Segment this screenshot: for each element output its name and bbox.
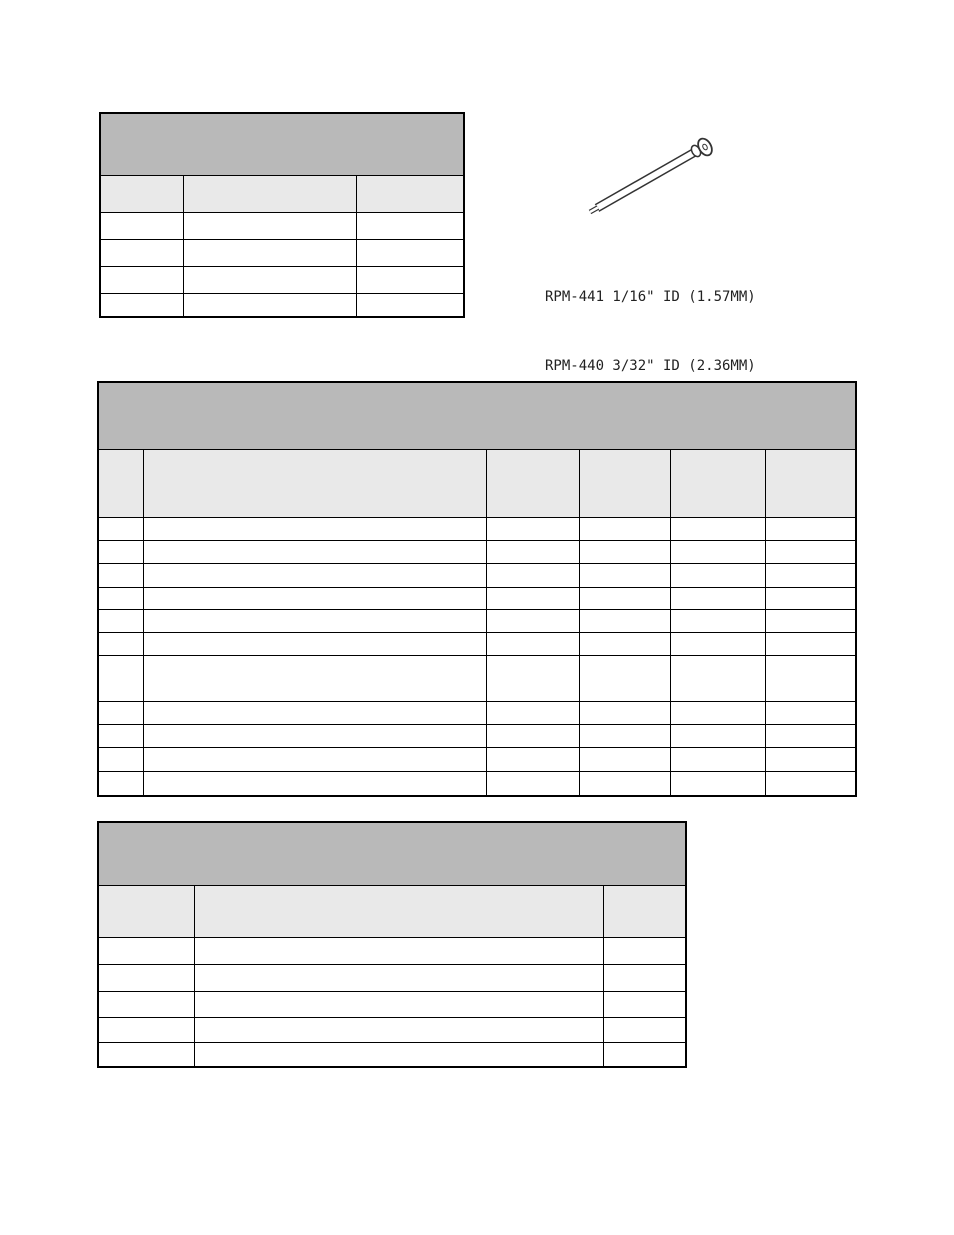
column-header (194, 885, 603, 937)
table-cell (765, 724, 856, 747)
table-cell (143, 724, 486, 747)
table-cell (356, 212, 464, 239)
table-cell (486, 724, 579, 747)
table-cell (194, 1017, 603, 1042)
table-cell (670, 517, 765, 540)
tube-pin-icon (585, 130, 725, 220)
table-cell (98, 991, 194, 1017)
table-cell (670, 609, 765, 632)
table-cell (670, 747, 765, 771)
table-cell (486, 655, 579, 701)
table-cell (579, 724, 670, 747)
table-cell (194, 937, 603, 964)
table-cell (100, 239, 183, 266)
table-cell (603, 991, 686, 1017)
table-cell (670, 701, 765, 724)
parts-table-bottom (97, 821, 687, 1068)
table-cell (579, 609, 670, 632)
table-cell (98, 724, 143, 747)
table-cell (356, 293, 464, 317)
table-cell (603, 964, 686, 991)
table-cell (579, 747, 670, 771)
table-cell (100, 212, 183, 239)
table-cell (143, 540, 486, 563)
table-cell (486, 563, 579, 587)
table-cell (486, 540, 579, 563)
table-cell (579, 701, 670, 724)
table-cell (356, 239, 464, 266)
table-cell (486, 747, 579, 771)
table-cell (98, 517, 143, 540)
column-header (98, 885, 194, 937)
table-cell (98, 632, 143, 655)
table-cell (670, 587, 765, 609)
table-cell (100, 266, 183, 293)
table-cell (765, 701, 856, 724)
table-title-bar (98, 822, 686, 885)
table-cell (486, 632, 579, 655)
table-cell (670, 771, 765, 796)
table-cell (183, 212, 356, 239)
table-cell (486, 771, 579, 796)
table-cell (579, 771, 670, 796)
table-cell (579, 587, 670, 609)
table-cell (765, 609, 856, 632)
table-title-bar (100, 113, 464, 175)
table-cell (356, 266, 464, 293)
table-cell (143, 517, 486, 540)
table-cell (98, 609, 143, 632)
table-cell (98, 1017, 194, 1042)
table-cell (765, 517, 856, 540)
table-cell (603, 1042, 686, 1067)
table-cell (98, 655, 143, 701)
column-header (579, 449, 670, 517)
table-cell (486, 517, 579, 540)
table-cell (143, 655, 486, 701)
table-cell (579, 563, 670, 587)
table-cell (143, 701, 486, 724)
table-cell (765, 563, 856, 587)
table-cell (98, 563, 143, 587)
table-cell (98, 771, 143, 796)
column-header (765, 449, 856, 517)
table-cell (765, 655, 856, 701)
tube-figure (540, 130, 800, 374)
table-cell (98, 587, 143, 609)
table-cell (765, 540, 856, 563)
table-cell (194, 1042, 603, 1067)
table-cell (486, 587, 579, 609)
parts-table-middle (97, 381, 857, 797)
table-cell (486, 701, 579, 724)
table-cell (765, 632, 856, 655)
table-cell (98, 964, 194, 991)
table-cell (100, 293, 183, 317)
table-cell (143, 632, 486, 655)
table-cell (183, 266, 356, 293)
column-header (603, 885, 686, 937)
table-cell (194, 964, 603, 991)
table-cell (183, 239, 356, 266)
column-header (670, 449, 765, 517)
parts-table-top (99, 112, 465, 318)
table-cell (579, 632, 670, 655)
table-cell (98, 1042, 194, 1067)
column-header (486, 449, 579, 517)
table-cell (670, 540, 765, 563)
table-title-bar (98, 382, 856, 449)
table-cell (670, 655, 765, 701)
table-cell (194, 991, 603, 1017)
column-header (183, 175, 356, 212)
table-cell (603, 1017, 686, 1042)
table-cell (579, 655, 670, 701)
table-cell (579, 540, 670, 563)
table-cell (765, 747, 856, 771)
table-cell (765, 587, 856, 609)
table-cell (670, 563, 765, 587)
table-cell (98, 747, 143, 771)
table-cell (143, 771, 486, 796)
table-cell (670, 632, 765, 655)
table-cell (486, 609, 579, 632)
table-cell (670, 724, 765, 747)
column-header (98, 449, 143, 517)
column-header (100, 175, 183, 212)
table-cell (143, 747, 486, 771)
table-cell (143, 587, 486, 609)
table-cell (603, 937, 686, 964)
table-cell (98, 701, 143, 724)
caption-line: RPM-440 3/32" ID (2.36MM) (545, 358, 756, 374)
table-cell (98, 937, 194, 964)
table-cell (765, 771, 856, 796)
caption-line: RPM-441 1/16" ID (1.57MM) (545, 289, 756, 305)
column-header (356, 175, 464, 212)
table-cell (143, 563, 486, 587)
table-cell (98, 540, 143, 563)
table-cell (579, 517, 670, 540)
table-cell (143, 609, 486, 632)
table-cell (183, 293, 356, 317)
column-header (143, 449, 486, 517)
